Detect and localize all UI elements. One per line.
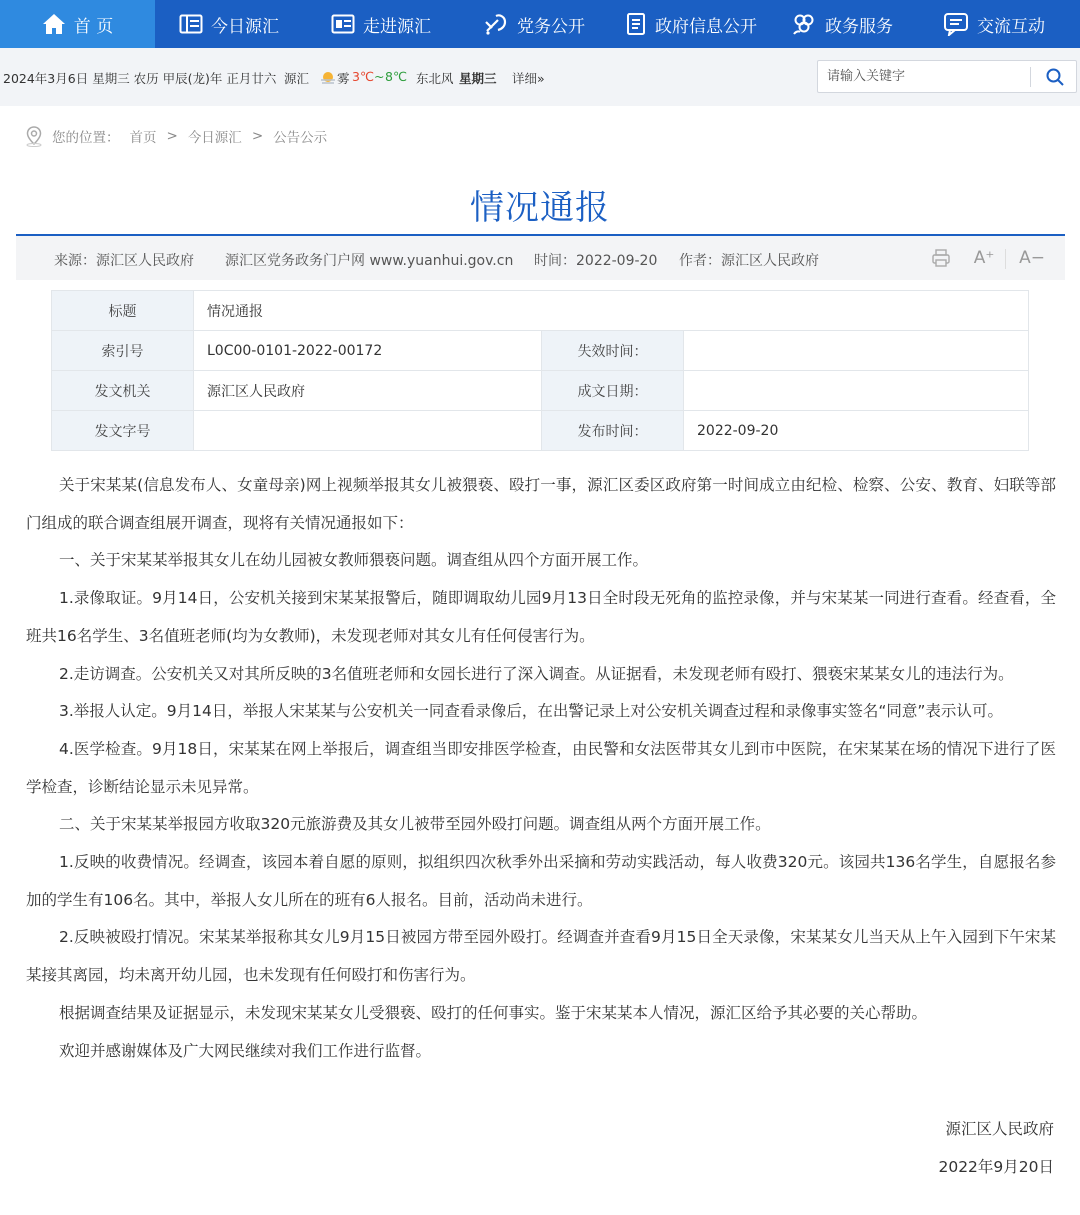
date-text: 2024年3月6日 星期三 农历 甲辰(龙)年 正月廿六 bbox=[3, 71, 277, 86]
paragraph: 欢迎并感谢媒体及广大网民继续对我们工作进行监督。 bbox=[59, 1041, 432, 1060]
breadcrumb-sep: > bbox=[251, 128, 264, 144]
title-value: 情况通报 bbox=[194, 291, 1029, 331]
temp-sep: ~ bbox=[374, 69, 385, 84]
issuer-value: 源汇区人民政府 bbox=[194, 371, 542, 411]
published-value: 2022-09-20 bbox=[684, 411, 1029, 451]
table-row bbox=[52, 291, 1029, 331]
nav-item-today[interactable] bbox=[179, 0, 279, 48]
city-text: 源汇 bbox=[284, 71, 310, 86]
issuer-label: 发文机关 bbox=[52, 371, 194, 411]
home-icon bbox=[42, 13, 66, 35]
nav-item-gov-info[interactable] bbox=[625, 0, 757, 48]
print-icon bbox=[931, 248, 951, 268]
nav-label: 走进源汇 bbox=[363, 16, 431, 37]
paragraph: 4.医学检查。9月18日，宋某某在网上举报后，调查组当即安排医学检查，由民警和女法医带其女儿到市中医院，在宋某某在场的情况下进行了医学检查，诊断结论显示未见异常。 bbox=[26, 739, 1056, 796]
signature-block bbox=[938, 1110, 1054, 1186]
font-increase-button[interactable]: A⁺ bbox=[973, 248, 995, 268]
weather-detail-link[interactable]: 详细» bbox=[512, 71, 545, 86]
news-icon bbox=[179, 13, 203, 35]
document-icon bbox=[625, 12, 647, 36]
search-input[interactable] bbox=[818, 61, 1030, 92]
published-label: 发布时间： bbox=[542, 411, 684, 451]
weather-fog-icon bbox=[320, 70, 336, 84]
expiry-value bbox=[684, 331, 1029, 371]
paragraph: 3.举报人认定。9月14日，举报人宋某某与公安机关一同查看录像后，在出警记录上对公安机关调查过程和录像事实签名“同意”表示认可。 bbox=[59, 702, 1003, 721]
paragraph: 2.走访调查。公安机关又对其所反映的3名值班老师和女园长进行了深入调查。从证据看，未发现老师有殴打、猥亵宋某某女儿的违法行为。 bbox=[59, 664, 1014, 683]
nav-label: 首 页 bbox=[73, 16, 114, 37]
search-icon bbox=[1045, 67, 1065, 87]
article-meta-bar bbox=[16, 234, 1065, 280]
nav-label: 政务服务 bbox=[825, 16, 893, 37]
breadcrumb-prefix: 您的位置： bbox=[52, 130, 120, 146]
breadcrumb-notices[interactable]: 公告公示 bbox=[273, 130, 328, 146]
table-row bbox=[52, 411, 1029, 451]
expiry-label: 失效时间： bbox=[542, 331, 684, 371]
nav-item-about[interactable] bbox=[331, 0, 431, 48]
signature-org: 源汇区人民政府 bbox=[945, 1120, 1054, 1138]
article-body bbox=[26, 467, 1056, 1070]
nav-label: 交流互动 bbox=[977, 16, 1045, 37]
paragraph: 1.录像取证。9月14日，公安机关接到宋某某报警后，随即调取幼儿园9月13日全时段无死角的监控录像，并与宋某某一同进行查看。经查看，全班共16名学生、3名值班老师(均为女教师)，未发现老师对其女儿有任何侵害行为。 bbox=[26, 589, 1056, 645]
title-label: 标题 bbox=[52, 291, 194, 331]
nav-label: 政府信息公开 bbox=[655, 16, 757, 37]
article-portal: 源汇区党务政务门户网 www.yuanhui.gov.cn bbox=[225, 253, 514, 269]
wind-text: 东北风 bbox=[416, 71, 454, 86]
location-pin-icon bbox=[24, 125, 44, 147]
created-label: 成文日期： bbox=[542, 371, 684, 411]
search-box bbox=[817, 60, 1077, 93]
paragraph: 二、关于宋某某举报园方收取320元旅游费及其女儿被带至园外殴打问题。调查组从两个方面开展工作。 bbox=[59, 815, 771, 834]
article-author: 作者：源汇区人民政府 bbox=[679, 253, 819, 269]
table-row bbox=[52, 371, 1029, 411]
tool-divider bbox=[1005, 249, 1006, 269]
docno-label: 发文字号 bbox=[52, 411, 194, 451]
service-icon bbox=[791, 12, 817, 36]
nav-item-party[interactable] bbox=[483, 0, 585, 48]
article-source: 来源：源汇区人民政府 bbox=[54, 253, 194, 269]
main-nav bbox=[0, 0, 1080, 48]
weather-text: 雾 bbox=[337, 71, 350, 86]
temp-high: 8℃ bbox=[385, 69, 407, 84]
document-info-table bbox=[51, 290, 1029, 451]
created-value bbox=[684, 371, 1029, 411]
breadcrumb-home[interactable]: 首页 bbox=[129, 130, 157, 146]
party-icon bbox=[483, 12, 509, 36]
nav-label: 今日源汇 bbox=[211, 16, 279, 37]
paragraph: 一、关于宋某某举报其女儿在幼儿园被女教师猥亵问题。调查组从四个方面开展工作。 bbox=[59, 551, 649, 570]
nav-label: 党务公开 bbox=[517, 16, 585, 37]
paragraph: 1.反映的收费情况。经调查，该园本着自愿的原则，拟组织四次秋季外出采摘和劳动实践活动，每人收费320元。该园共136名学生，自愿报名参加的学生有106名。其中，举报人女儿所在的班有6人报名。目前，活动尚未进行。 bbox=[26, 853, 1056, 909]
index-label: 索引号 bbox=[52, 331, 194, 371]
font-decrease-button[interactable]: A− bbox=[1019, 248, 1045, 268]
search-divider bbox=[1030, 67, 1031, 87]
docno-value bbox=[194, 411, 542, 451]
signature-date: 2022年9月20日 bbox=[938, 1158, 1054, 1176]
nav-item-services[interactable] bbox=[791, 0, 893, 48]
table-row bbox=[52, 331, 1029, 371]
article-time: 时间：2022-09-20 bbox=[534, 253, 658, 269]
breadcrumb-sep: > bbox=[166, 128, 178, 144]
nav-item-interaction[interactable] bbox=[943, 0, 1045, 48]
search-button[interactable] bbox=[1037, 65, 1073, 89]
breadcrumb bbox=[24, 126, 337, 146]
nav-item-home[interactable] bbox=[0, 0, 155, 48]
chat-icon bbox=[943, 12, 969, 36]
print-button[interactable] bbox=[928, 246, 954, 270]
paragraph: 根据调查结果及证据显示，未发现宋某某女儿受猥亵、殴打的任何事实。鉴于宋某某本人情况，源汇区给予其必要的关心帮助。 bbox=[59, 1003, 928, 1022]
breadcrumb-today[interactable]: 今日源汇 bbox=[187, 130, 242, 146]
paragraph: 2.反映被殴打情况。宋某某举报称其女儿9月15日被园方带至园外殴打。经调查并查看9月15日全天录像，宋某某女儿当天从上午入园到下午宋某某接其离园，均未离开幼儿园，也未发现有任何殴打和伤害行为。 bbox=[26, 928, 1056, 985]
temp-low: 3℃ bbox=[352, 69, 374, 84]
city-icon bbox=[331, 13, 355, 35]
paragraph: 关于宋某某(信息发布人、女童母亲)网上视频举报其女儿被猥亵、殴打一事，源汇区委区政府第一时间成立由纪检、检察、公安、教育、妇联等部门组成的联合调查组展开调查，现将有关情况通报如下： bbox=[26, 476, 1056, 532]
index-value: L0C00-0101-2022-00172 bbox=[194, 331, 542, 371]
weekday-text: 星期三 bbox=[459, 71, 497, 86]
article-title: 情况通报 bbox=[470, 188, 610, 228]
